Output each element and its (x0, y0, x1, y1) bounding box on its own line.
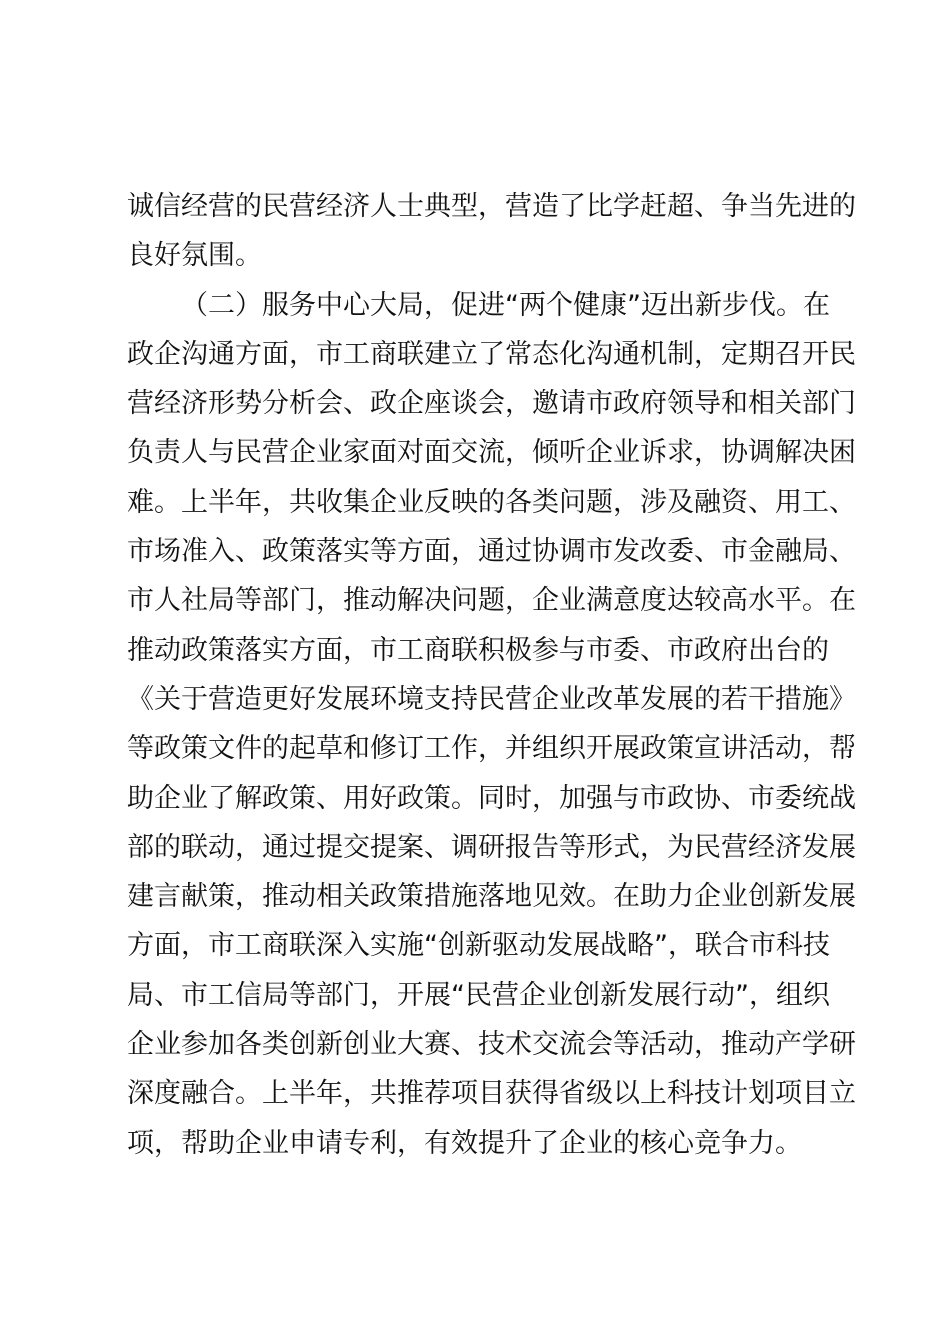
text-line: 助企业了解政策、用好政策。同时，加强与市政协、市委统战 (127, 782, 856, 814)
text-line: 市场准入、政策落实等方面，通过协调市发改委、市金融局、 (127, 536, 856, 568)
text-line: 市人社局等部门，推动解决问题，企业满意度达较高水平。在 (127, 585, 856, 617)
text-line: 《关于营造更好发展环境支持民营企业改革发展的若干措施》 (127, 683, 856, 715)
section-heading-line: （二）服务中心大局，促进“两个健康”迈出新步伐。在 (181, 289, 830, 321)
text-line: 营经济形势分析会、政企座谈会，邀请市政府领导和相关部门 (127, 388, 856, 420)
text-line: 方面，市工商联深入实施“创新驱动发展战略”，联合市科技 (127, 930, 830, 962)
text-line: 政企沟通方面，市工商联建立了常态化沟通机制，定期召开民 (127, 338, 856, 370)
text-line: 负责人与民营企业家面对面交流，倾听企业诉求，协调解决困 (127, 437, 856, 469)
text-line: 推动政策落实方面，市工商联积极参与市委、市政府出台的 (127, 634, 829, 666)
text-line: 建言献策，推动相关政策措施落地见效。在助力企业创新发展 (127, 881, 856, 913)
text-line: 诚信经营的民营经济人士典型，营造了比学赶超、争当先进的 (127, 191, 856, 222)
text-line: 企业参加各类创新创业大赛、技术交流会等活动，推动产学研 (127, 1029, 856, 1061)
body-text (127, 182, 856, 1168)
text-line: 难。上半年，共收集企业反映的各类问题，涉及融资、用工、 (127, 486, 856, 518)
text-line: 部的联动，通过提交提案、调研报告等形式，为民营经济发展 (127, 831, 856, 863)
text-line: 局、市工信局等部门，开展“民营企业创新发展行动”，组织 (127, 979, 830, 1011)
text-line: 项，帮助企业申请专利，有效提升了企业的核心竞争力。 (127, 1127, 802, 1159)
text-line: 等政策文件的起草和修订工作，并组织开展政策宣讲活动，帮 (127, 733, 856, 765)
text-line: 深度融合。上半年，共推荐项目获得省级以上科技计划项目立 (127, 1078, 856, 1110)
text-line: 良好氛围。 (127, 240, 262, 272)
